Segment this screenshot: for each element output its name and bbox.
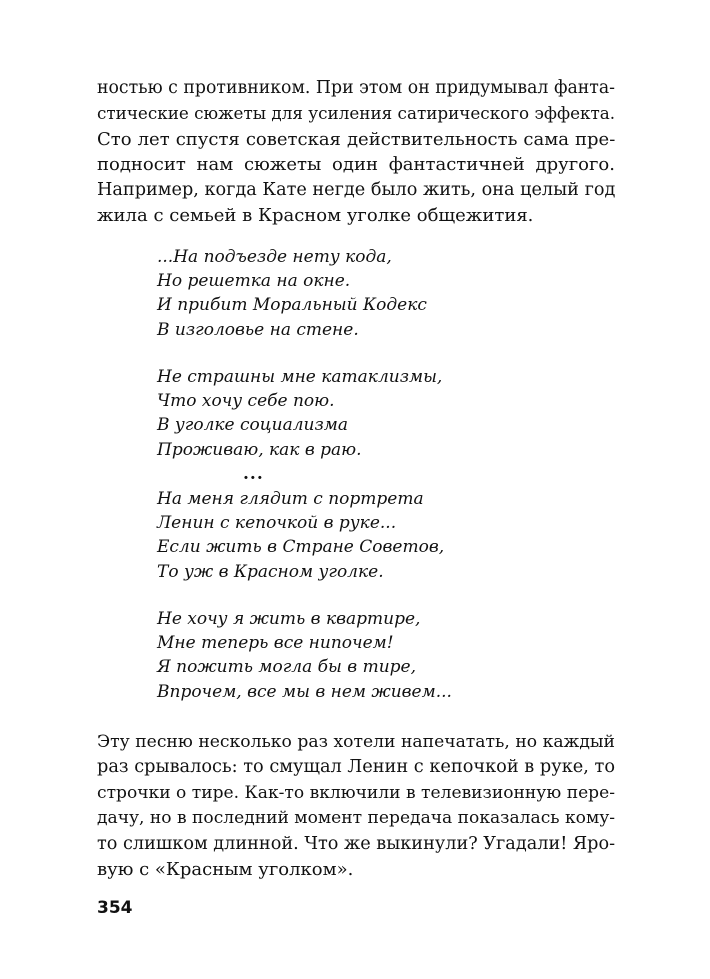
page-number: 354 bbox=[97, 898, 133, 918]
paragraph-intro bbox=[97, 76, 615, 228]
text-line: подносит нам сюжеты один фантастичней другого. bbox=[97, 154, 615, 176]
poem-line: Если жить в Стране Советов, bbox=[157, 537, 445, 558]
poem-line: Мне теперь все нипочем! bbox=[157, 633, 394, 654]
text-line: Например, когда Кате негде было жить, она целый год bbox=[97, 179, 616, 200]
paragraph-outro bbox=[97, 730, 615, 882]
poem-line: Впрочем, все мы в нем живем... bbox=[157, 681, 452, 702]
text-line: жила с семьей в Красном уголке общежития. bbox=[97, 205, 534, 227]
poem-stanza bbox=[157, 607, 452, 704]
poem-line: ...На подъезде нету кода, bbox=[157, 247, 392, 267]
poem-line: Не хочу я жить в квартире, bbox=[157, 609, 421, 629]
text-line: дачу, но в последний момент передача показалась кому- bbox=[97, 808, 616, 829]
poem-line: Но решетка на окне. bbox=[157, 271, 351, 292]
text-line: вую с «Красным уголком». bbox=[97, 859, 354, 881]
poem-line: На меня глядит с портрета bbox=[157, 489, 424, 509]
text-line: раз срывалось: то смущал Ленин с кепочкой в руке, то bbox=[97, 757, 615, 778]
poem-stanza bbox=[157, 245, 427, 342]
text-line: Сто лет спустя советская действительность сама пре- bbox=[97, 128, 616, 150]
poem-line: Я пожить могла бы в тире, bbox=[157, 657, 416, 678]
poem-ellipsis: ... bbox=[243, 464, 264, 484]
poem-line: Что хочу себе пою. bbox=[157, 391, 335, 412]
text-line: стические сюжеты для усиления сатирического эффекта. bbox=[97, 103, 616, 124]
text-line: то слишком длинной. Что же выкинули? Угадали! Яро- bbox=[97, 833, 616, 854]
text-line: строчки о тире. Как-то включили в телевизионную пере- bbox=[97, 782, 615, 803]
poem-line: В изголовье на стене. bbox=[157, 319, 359, 340]
text-line: ностью с противником. При этом он придумывал фанта- bbox=[97, 78, 615, 98]
poem-stanza bbox=[157, 487, 444, 584]
poem-line: И прибит Моральный Кодекс bbox=[157, 295, 427, 316]
text-line: Эту песню несколько раз хотели напечатать, но каждый bbox=[97, 732, 615, 752]
poem-line: Ленин с кепочкой в руке... bbox=[157, 513, 397, 534]
poem-line: Проживаю, как в раю. bbox=[157, 439, 362, 460]
poem-line: То уж в Красном уголке. bbox=[157, 561, 384, 582]
poem-line: В уголке социализма bbox=[157, 415, 349, 436]
poem-stanza bbox=[157, 365, 442, 462]
poem-line: Не страшны мне катаклизмы, bbox=[157, 367, 443, 387]
